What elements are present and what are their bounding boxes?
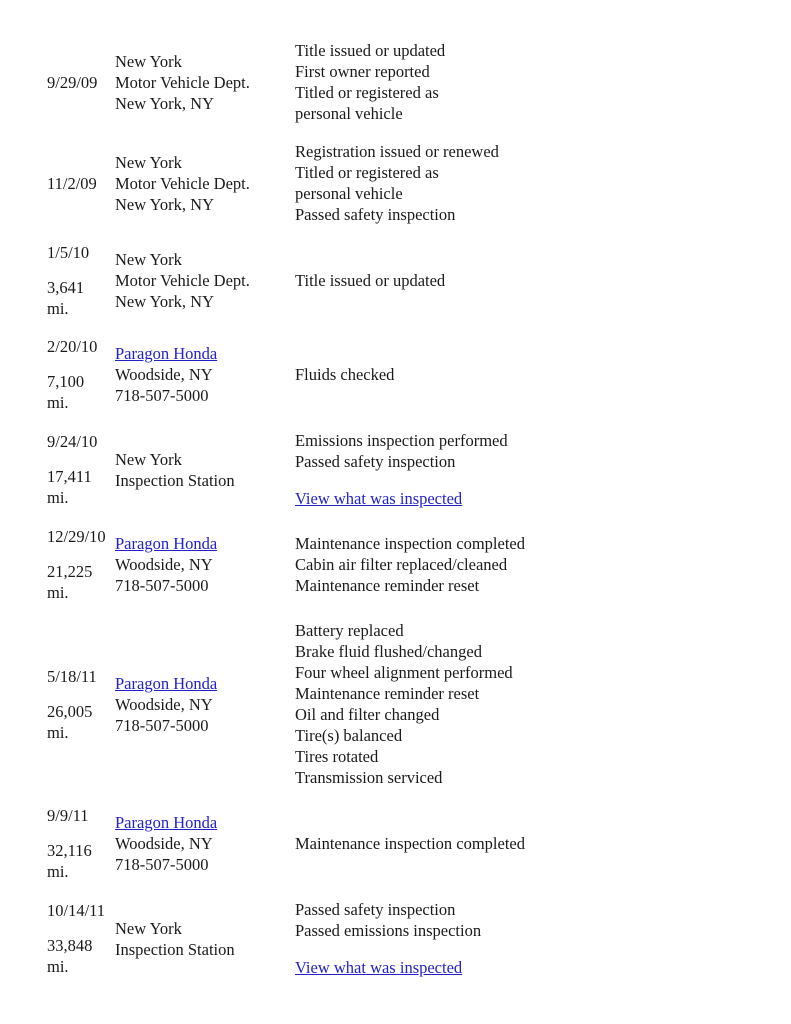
history-record-row [47,336,761,413]
history-record-row [47,141,761,225]
comment-line: Passed safety inspection [295,900,456,919]
record-date-cell [47,900,115,977]
action-link-line [295,957,761,978]
record-date: 2/20/10 [47,337,98,356]
record-date-cell [47,173,115,194]
comment-line: Maintenance inspection completed [295,534,526,553]
source-line: New York [115,51,182,71]
comment-lines [295,40,761,124]
comment-line: First owner reported [295,62,430,81]
mileage-unit: mi. [47,862,69,881]
record-comments-cell [295,620,761,788]
comment-lines [295,364,761,385]
source-line: Woodside, NY [115,555,213,574]
record-date: 9/29/09 [47,72,98,92]
source-line: Woodside, NY [115,694,213,714]
comment-line: Four wheel alignment performed [295,663,513,682]
mileage-value: 17,411 [47,467,92,486]
mileage-unit: mi. [47,722,69,742]
source-line: Motor Vehicle Dept. [115,72,250,92]
comment-line: Titled or registered as [295,83,439,102]
history-record-row [47,40,761,124]
comment-line: Passed safety inspection [295,205,456,224]
mileage-unit: mi. [47,583,69,602]
history-record-row [47,620,761,788]
comment-line: Maintenance reminder reset [295,684,480,703]
source-link-line [115,343,285,364]
source-lines [115,694,285,736]
comment-line: Battery replaced [295,621,404,640]
history-record-row [47,805,761,882]
source-dealer-link[interactable]: Paragon Honda [115,673,218,693]
comment-line: Tires rotated [295,747,379,766]
comment-line: Cabin air filter replaced/cleaned [295,555,508,574]
view-inspection-link[interactable]: View what was inspected [295,489,463,508]
source-dealer-link[interactable]: Paragon Honda [115,534,218,553]
mileage-value: 7,100 [47,372,85,391]
comment-line: Maintenance reminder reset [295,576,480,595]
record-mileage [47,561,115,603]
comment-line: Title issued or updated [295,41,446,60]
comment-lines [295,270,761,291]
source-lines [115,554,285,596]
comment-line: Emissions inspection performed [295,431,508,450]
record-source-cell [115,343,295,406]
comment-line: Registration issued or renewed [295,142,499,161]
record-date-cell [47,72,115,93]
record-comments-cell [295,533,761,596]
history-table [47,40,761,978]
record-mileage [47,701,115,743]
source-lines [115,51,285,114]
comment-lines [295,620,761,788]
source-line: New York [115,152,182,172]
view-inspection-link[interactable]: View what was inspected [295,958,463,977]
record-comments-cell [295,270,761,291]
source-line: New York, NY [115,93,215,113]
mileage-unit: mi. [47,488,69,507]
record-source-cell [115,249,295,312]
mileage-value: 21,225 [47,562,93,581]
record-source-cell [115,152,295,215]
source-lines [115,918,285,960]
source-line: New York [115,918,182,938]
source-line: Woodside, NY [115,834,213,853]
source-line: 718-507-5000 [115,855,209,874]
comment-line: Passed emissions inspection [295,921,482,940]
source-link-line [115,812,285,833]
comment-lines [295,430,761,472]
mileage-unit: mi. [47,957,69,976]
comment-lines [295,141,761,225]
record-date: 11/2/09 [47,173,97,193]
source-line: New York, NY [115,194,215,214]
record-source-cell [115,533,295,596]
source-lines [115,364,285,406]
record-date: 9/24/10 [47,432,98,451]
record-comments-cell [295,141,761,225]
source-line: New York [115,449,182,469]
record-mileage [47,277,115,319]
record-comments-cell [295,40,761,124]
comment-lines [295,533,761,596]
record-source-cell [115,449,295,491]
history-record-row [47,526,761,603]
comment-lines [295,899,761,941]
source-line: Motor Vehicle Dept. [115,271,250,290]
source-lines [115,152,285,215]
record-source-cell [115,918,295,960]
record-date-cell [47,242,115,319]
source-line: Inspection Station [115,939,235,959]
record-date-cell [47,336,115,413]
record-comments-cell [295,364,761,385]
record-mileage [47,935,115,977]
comment-line: Tire(s) balanced [295,726,403,745]
record-source-cell [115,51,295,114]
source-dealer-link[interactable]: Paragon Honda [115,813,218,832]
source-line: New York, NY [115,292,215,311]
comment-line: Fluids checked [295,365,395,384]
record-comments-cell [295,833,761,854]
mileage-value: 32,116 [47,841,92,860]
source-link-line [115,673,285,694]
comment-line: Title issued or updated [295,271,446,290]
record-mileage [47,466,115,508]
mileage-value: 33,848 [47,936,93,955]
record-mileage [47,371,115,413]
comment-line: personal vehicle [295,184,403,203]
comment-line: personal vehicle [295,104,403,123]
source-line: Motor Vehicle Dept. [115,173,250,193]
source-line: 718-507-5000 [115,715,209,735]
comment-line: Oil and filter changed [295,705,440,724]
record-date-cell [47,526,115,603]
source-lines [115,249,285,312]
mileage-unit: mi. [47,299,69,318]
source-lines [115,833,285,875]
record-source-cell [115,812,295,875]
record-date: 9/9/11 [47,806,89,825]
history-record-row [47,430,761,509]
source-line: New York [115,250,182,269]
source-line: 718-507-5000 [115,386,209,405]
record-mileage [47,840,115,882]
record-source-cell [115,673,295,736]
comment-line: Maintenance inspection completed [295,834,526,853]
source-line: Woodside, NY [115,365,213,384]
comment-line: Titled or registered as [295,163,439,182]
record-date-cell [47,805,115,882]
record-comments-cell [295,899,761,978]
source-dealer-link[interactable]: Paragon Honda [115,344,218,363]
record-date: 1/5/10 [47,243,90,262]
source-lines [115,449,285,491]
source-line: 718-507-5000 [115,576,209,595]
mileage-value: 3,641 [47,278,85,297]
history-record-row [47,899,761,978]
comment-line: Passed safety inspection [295,452,456,471]
record-date: 5/18/11 [47,666,97,686]
record-date: 12/29/10 [47,527,106,546]
history-record-row [47,242,761,319]
record-date-cell [47,431,115,508]
comment-line: Transmission serviced [295,768,443,787]
record-date-cell [47,666,115,743]
record-comments-cell [295,430,761,509]
action-link-line [295,488,761,509]
mileage-value: 26,005 [47,701,93,721]
source-line: Inspection Station [115,470,235,490]
mileage-unit: mi. [47,393,69,412]
comment-lines [295,833,761,854]
record-date: 10/14/11 [47,901,106,920]
comment-line: Brake fluid flushed/changed [295,642,482,661]
source-link-line [115,533,285,554]
